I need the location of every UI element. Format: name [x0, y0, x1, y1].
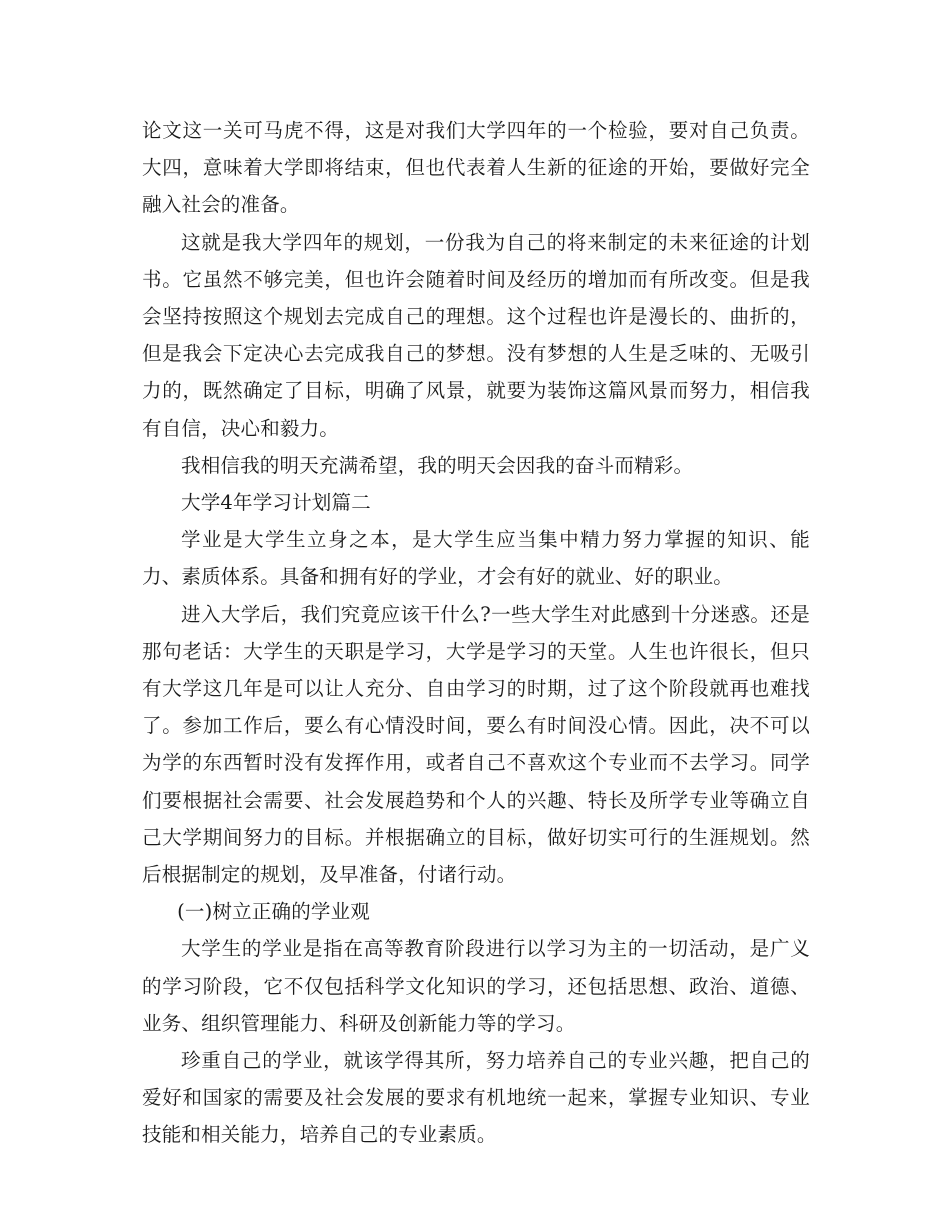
document-page	[142, 112, 810, 1154]
paragraph-academics-foundation: 学业是大学生立身之本，是大学生应当集中精力努力掌握的知识、能力、素质体系。具备和拥有好的学业，才会有好的就业、好的职业。	[142, 528, 810, 589]
paragraph-four-year-plan-summary: 这就是我大学四年的规划，一份我为自己的将来制定的未来征途的计划书。它虽然不够完美，但也许会随着时间及经历的增加而有所改变。但是我会坚持按照这个规划去完成自己的理想。这个过程也许是漫长的、曲折的，但是我会下定决心去完成我自己的梦想。没有梦想的人生是乏味的、无吸引力的，既然确定了目标，明确了风景，就要为装饰这篇风景而努力，相信我有自信，决心和毅力。	[142, 230, 810, 440]
paragraph-what-to-do-in-college: 进入大学后，我们究竟应该干什么?一些大学生对此感到十分迷惑。还是那句老话：大学生的天职是学习，大学是学习的天堂。人生也许很长，但只有大学这几年是可以让人充分、自由学习的时期，过了这个阶段就再也难找了。参加工作后，要么有心情没时间，要么有时间没心情。因此，决不可以为学的东西暂时没有发挥作用，或者自己不喜欢这个专业而不去学习。同学们要根据社会需要、社会发展趋势和个人的兴趣、特长及所学专业等确立自己大学期间努力的目标。并根据确立的目标，做好切实可行的生涯规划。然后根据制定的规划，及早准备，付诸行动。	[142, 602, 810, 887]
paragraph-academic-definition: 大学生的学业是指在高等教育阶段进行以学习为主的一切活动，是广义的学习阶段，它不仅包括科学文化知识的学习，还包括思想、政治、道德、业务、组织管理能力、科研及创新能力等的学习。	[142, 937, 810, 1035]
paragraph-cherish-academics: 珍重自己的学业，就该学得其所，努力培养自己的专业兴趣，把自己的爱好和国家的需要及社会发展的要求有机地统一起来，掌握专业知识、专业技能和相关能力，培养自己的专业素质。	[142, 1049, 810, 1147]
subheading-correct-academic-view: (一)树立正确的学业观	[177, 900, 371, 924]
paragraph-tomorrow-hope: 我相信我的明天充满希望，我的明天会因我的奋斗而精彩。	[181, 453, 694, 477]
paragraph-thesis-senior-year: 论文这一关可马虎不得，这是对我们大学四年的一个检验，要对自己负责。大四，意味着大学即将结束，但也代表着人生新的征途的开始，要做好完全融入社会的准备。	[142, 119, 810, 217]
section-heading-plan-two: 大学4年学习计划篇二	[181, 491, 371, 515]
